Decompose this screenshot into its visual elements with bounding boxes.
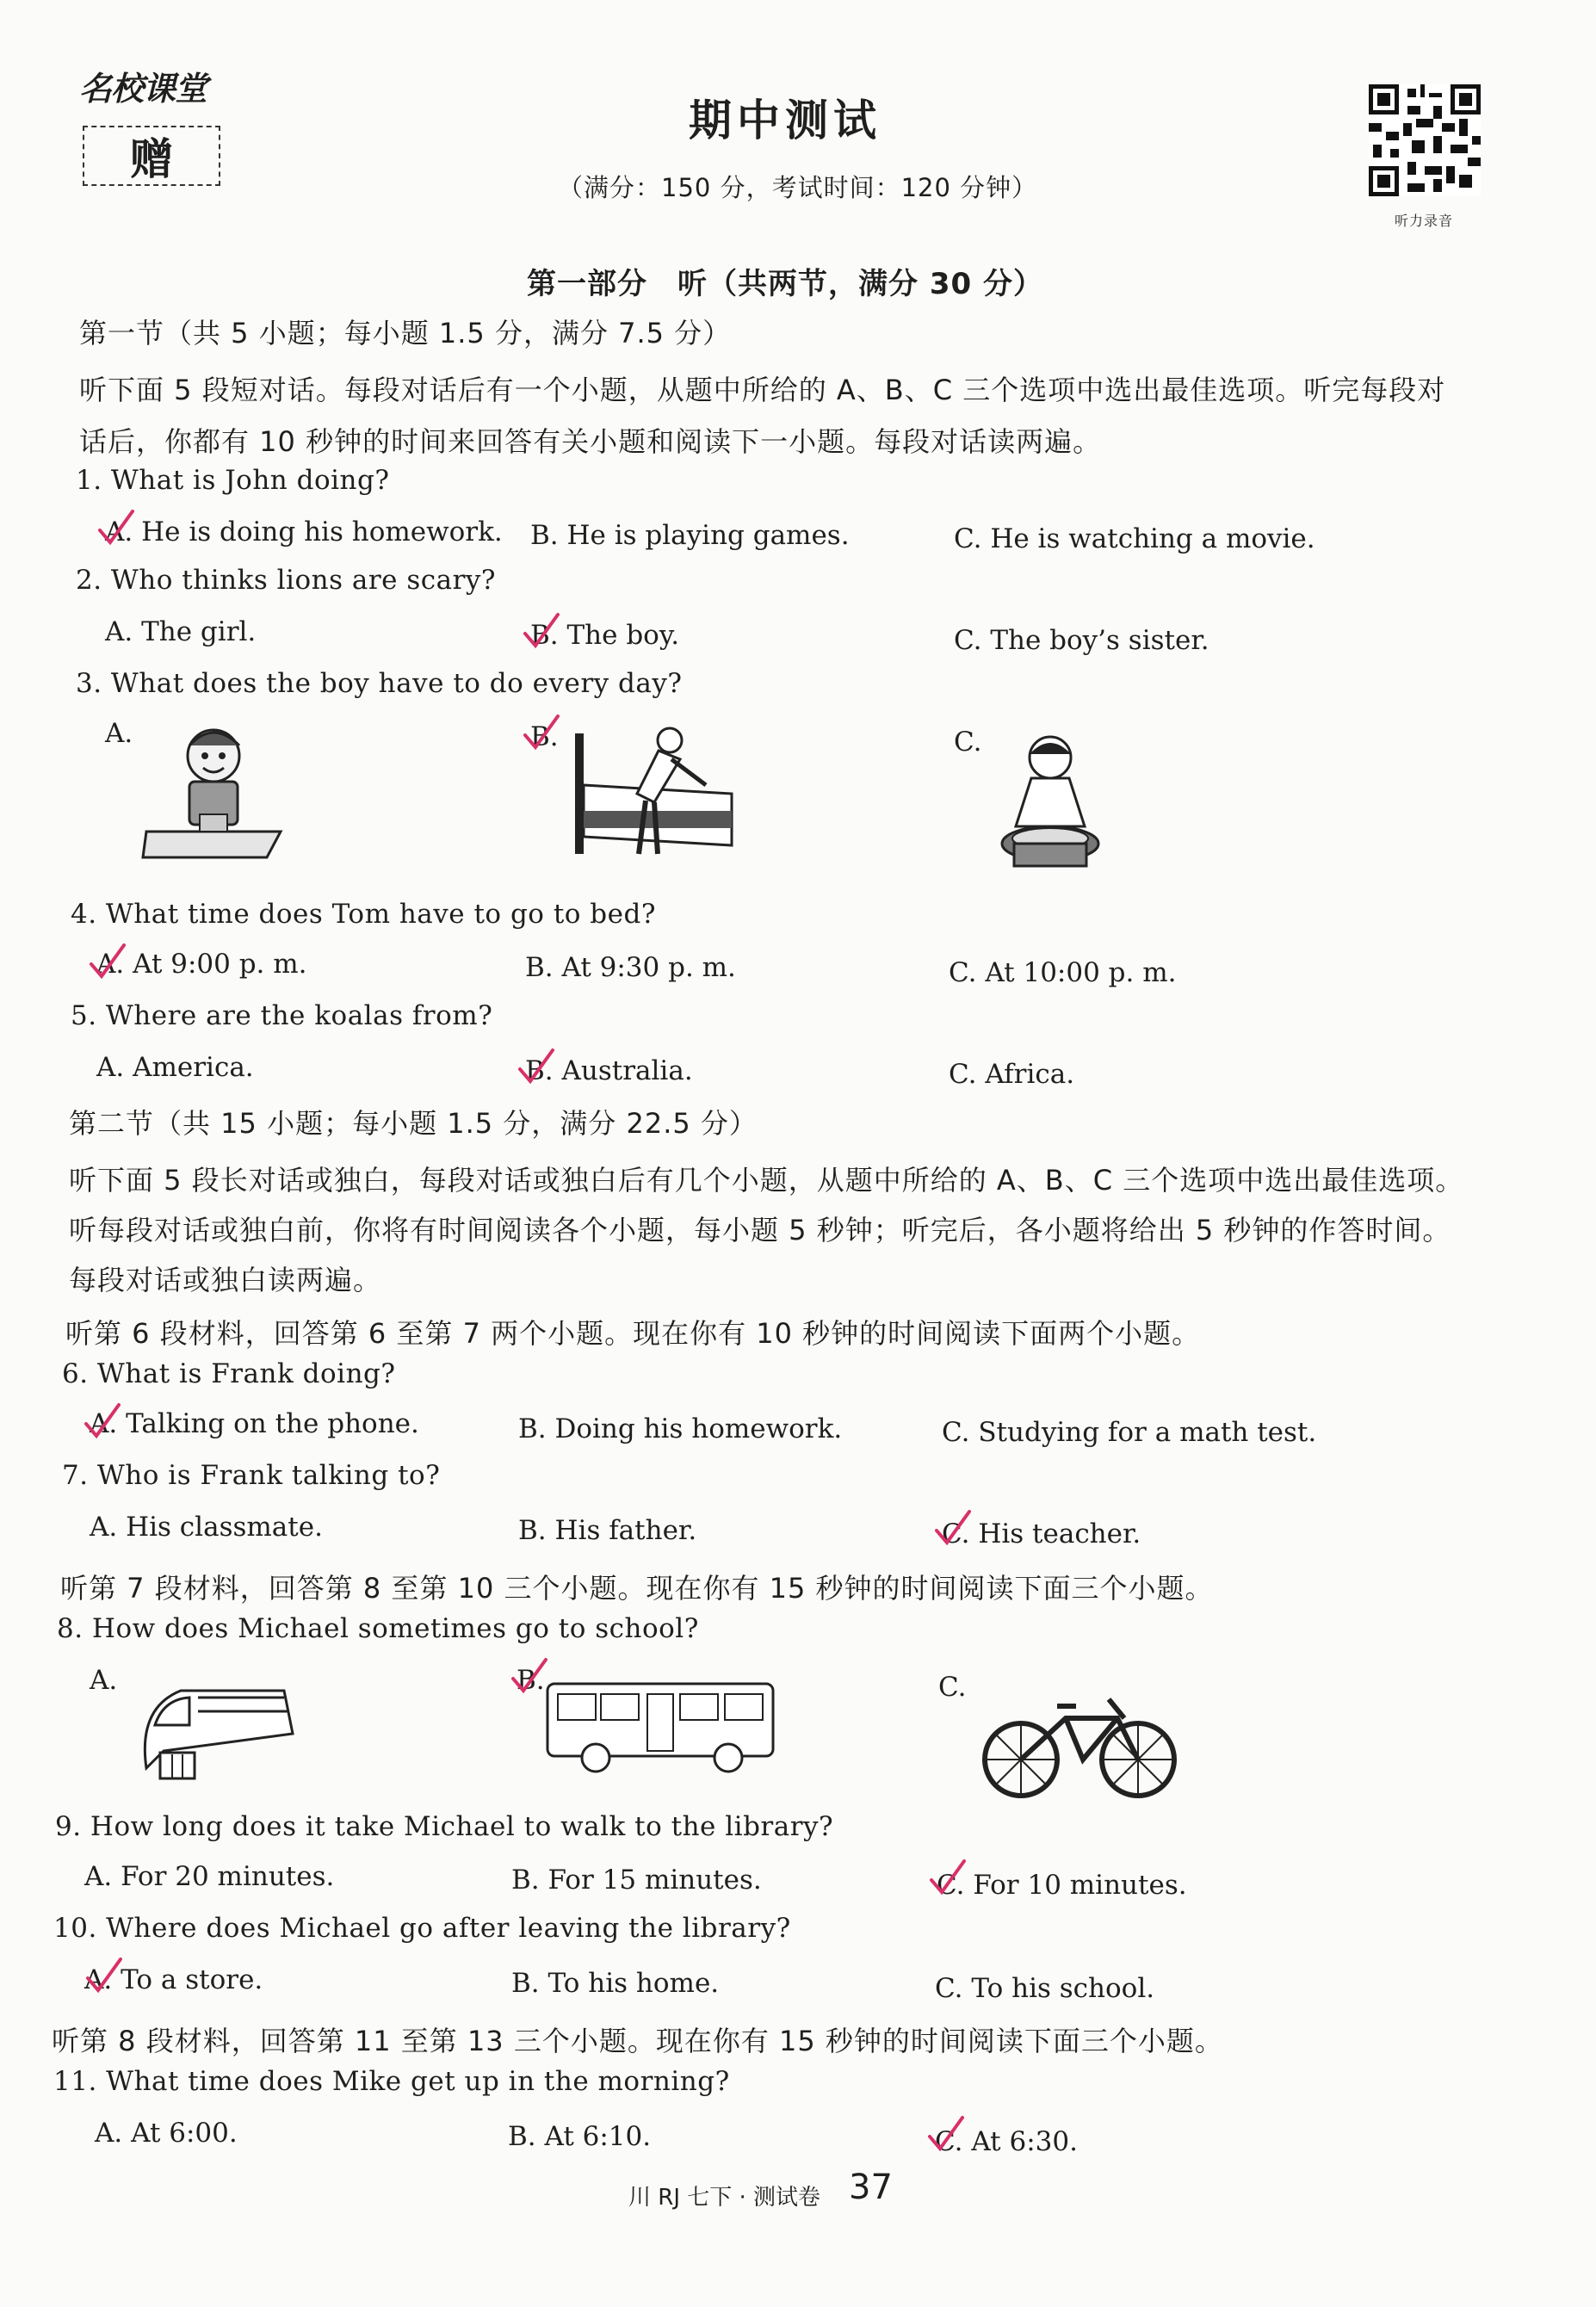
question-5-option-c[interactable]: C. Africa. xyxy=(949,1059,1075,1090)
section1-instruction-line1: 听下面 5 段短对话。每段对话后有一个小题，从题中所给的 A、B、C 三个选项中选出最佳选项。听完每段对 xyxy=(79,374,1446,406)
logo-text: 名校课堂 xyxy=(79,70,207,108)
question-2-option-a[interactable]: A. The girl. xyxy=(105,616,257,647)
qr-code-icon[interactable] xyxy=(1369,84,1481,196)
question-6-option-a[interactable]: A. Talking on the phone. xyxy=(90,1408,419,1439)
question-7-option-a[interactable]: A. His classmate. xyxy=(90,1512,323,1543)
question-10-option-b[interactable]: B. To his home. xyxy=(511,1968,720,1999)
material-6-instruction: 听第 6 段材料，回答第 6 至第 7 两个小题。现在你有 10 秒钟的时间阅读下面两个小题。 xyxy=(65,1317,1201,1350)
question-5-stem: 5. Where are the koalas from? xyxy=(71,1000,493,1031)
question-7-option-b[interactable]: B. His father. xyxy=(518,1515,697,1546)
question-10-option-c[interactable]: C. To his school. xyxy=(935,1973,1155,2004)
footer-label: 川 RJ 七下 · 测试卷 xyxy=(628,2185,821,2211)
question-11-stem: 11. What time does Mike get up in the morning? xyxy=(53,2066,730,2097)
question-8-stem: 8. How does Michael sometimes go to school? xyxy=(57,1613,699,1644)
page-title: 期中测试 xyxy=(689,96,882,145)
check-mark-icon xyxy=(926,2114,966,2154)
question-8-option-b[interactable]: B. xyxy=(517,1665,545,1696)
question-11-option-b[interactable]: B. At 6:10. xyxy=(508,2121,652,2152)
section2-instruction-line3: 每段对话或独白读两遍。 xyxy=(69,1264,382,1296)
section2-instruction-line1: 听下面 5 段长对话或独白，每段对话或独白后有几个小题，从题中所给的 A、B、C 三个选项中选出最佳选项。 xyxy=(69,1164,1464,1197)
check-mark-icon xyxy=(928,1858,968,1897)
section1-instruction-line2: 话后，你都有 10 秒钟的时间来回答有关小题和阅读下一小题。每段对话读两遍。 xyxy=(79,425,1102,458)
check-mark-icon xyxy=(88,942,127,981)
material-8-instruction: 听第 8 段材料，回答第 11 至第 13 三个小题。现在你有 15 秒钟的时间阅读下面三个小题。 xyxy=(52,2025,1223,2057)
page-number: 37 xyxy=(849,2168,893,2207)
question-3-option-a[interactable]: A. xyxy=(105,718,133,749)
question-10-option-a[interactable]: A. To a store. xyxy=(84,1964,263,1995)
question-4-option-a[interactable]: A. At 9:00 p. m. xyxy=(96,949,307,980)
section2-instruction-line2: 听每段对话或独白前，你将有时间阅读各个小题，每小题 5 秒钟；听完后，各小题将给出 5 秒钟的作答时间。 xyxy=(69,1214,1451,1246)
question-2-stem: 2. Who thinks lions are scary? xyxy=(76,565,497,596)
page-subtitle: （满分：150 分，考试时间：120 分钟） xyxy=(558,173,1038,202)
question-10-stem: 10. Where does Michael go after leaving the library? xyxy=(53,1913,791,1944)
section1-heading: 第一节（共 5 小题；每小题 1.5 分，满分 7.5 分） xyxy=(79,317,732,349)
question-3-stem: 3. What does the boy have to do every day? xyxy=(76,668,683,699)
question-3-option-c[interactable]: C. xyxy=(954,727,982,758)
train-icon xyxy=(129,1673,301,1782)
check-mark-icon xyxy=(83,1401,122,1441)
question-6-option-b[interactable]: B. Doing his homework. xyxy=(518,1413,843,1444)
question-5-option-b[interactable]: B. Australia. xyxy=(525,1055,693,1086)
question-2-option-c[interactable]: C. The boy’s sister. xyxy=(954,625,1209,656)
section2-heading: 第二节（共 15 小题；每小题 1.5 分，满分 22.5 分） xyxy=(69,1107,758,1140)
question-7-option-c[interactable]: C. His teacher. xyxy=(942,1518,1141,1549)
question-8-option-a[interactable]: A. xyxy=(90,1665,118,1696)
question-1-stem: 1. What is John doing? xyxy=(76,465,390,496)
question-6-option-c[interactable]: C. Studying for a math test. xyxy=(942,1417,1317,1448)
question-7-stem: 7. Who is Frank talking to? xyxy=(62,1460,441,1491)
material-7-instruction: 听第 7 段材料，回答第 8 至第 10 三个小题。现在你有 15 秒钟的时间阅读下面三个小题。 xyxy=(60,1572,1214,1605)
question-9-option-a[interactable]: A. For 20 minutes. xyxy=(84,1861,335,1892)
question-4-option-b[interactable]: B. At 9:30 p. m. xyxy=(525,952,736,983)
question-1-option-a[interactable]: A. He is doing his homework. xyxy=(105,516,503,547)
question-11-option-c[interactable]: C. At 6:30. xyxy=(935,2126,1078,2157)
question-5-option-a[interactable]: A. America. xyxy=(96,1052,254,1083)
person-making-bed-illustration xyxy=(568,725,740,871)
check-mark-icon xyxy=(84,1956,124,1995)
check-mark-icon xyxy=(96,508,136,547)
question-4-option-c[interactable]: C. At 10:00 p. m. xyxy=(949,957,1177,988)
logo-gift-box: 赠 xyxy=(83,126,220,186)
bicycle-icon xyxy=(980,1687,1179,1803)
part1-heading: 第一部分 听（共两节，满分 30 分） xyxy=(527,267,1043,301)
question-9-option-b[interactable]: B. For 15 minutes. xyxy=(511,1865,762,1896)
question-9-stem: 9. How long does it take Michael to walk to the library? xyxy=(55,1811,834,1842)
check-mark-icon xyxy=(517,1047,556,1086)
check-mark-icon xyxy=(933,1508,973,1548)
boy-playing-sandbox-illustration xyxy=(138,720,289,866)
question-1-option-b[interactable]: B. He is playing games. xyxy=(530,520,850,551)
boy-washing-clothes-illustration xyxy=(990,732,1110,887)
bus-icon xyxy=(544,1679,780,1775)
question-11-option-a[interactable]: A. At 6:00. xyxy=(95,2118,238,2149)
question-3-option-b[interactable]: B. xyxy=(530,721,559,752)
question-8-option-c[interactable]: C. xyxy=(938,1672,967,1703)
qr-caption: 听力录音 xyxy=(1395,213,1454,229)
check-mark-icon xyxy=(522,611,561,651)
question-2-option-b[interactable]: B. The boy. xyxy=(530,620,680,651)
question-9-option-c[interactable]: C. For 10 minutes. xyxy=(937,1870,1187,1901)
question-4-stem: 4. What time does Tom have to go to bed? xyxy=(71,899,656,930)
check-mark-icon xyxy=(522,713,561,752)
question-1-option-c[interactable]: C. He is watching a movie. xyxy=(954,523,1315,554)
question-6-stem: 6. What is Frank doing? xyxy=(62,1358,396,1389)
